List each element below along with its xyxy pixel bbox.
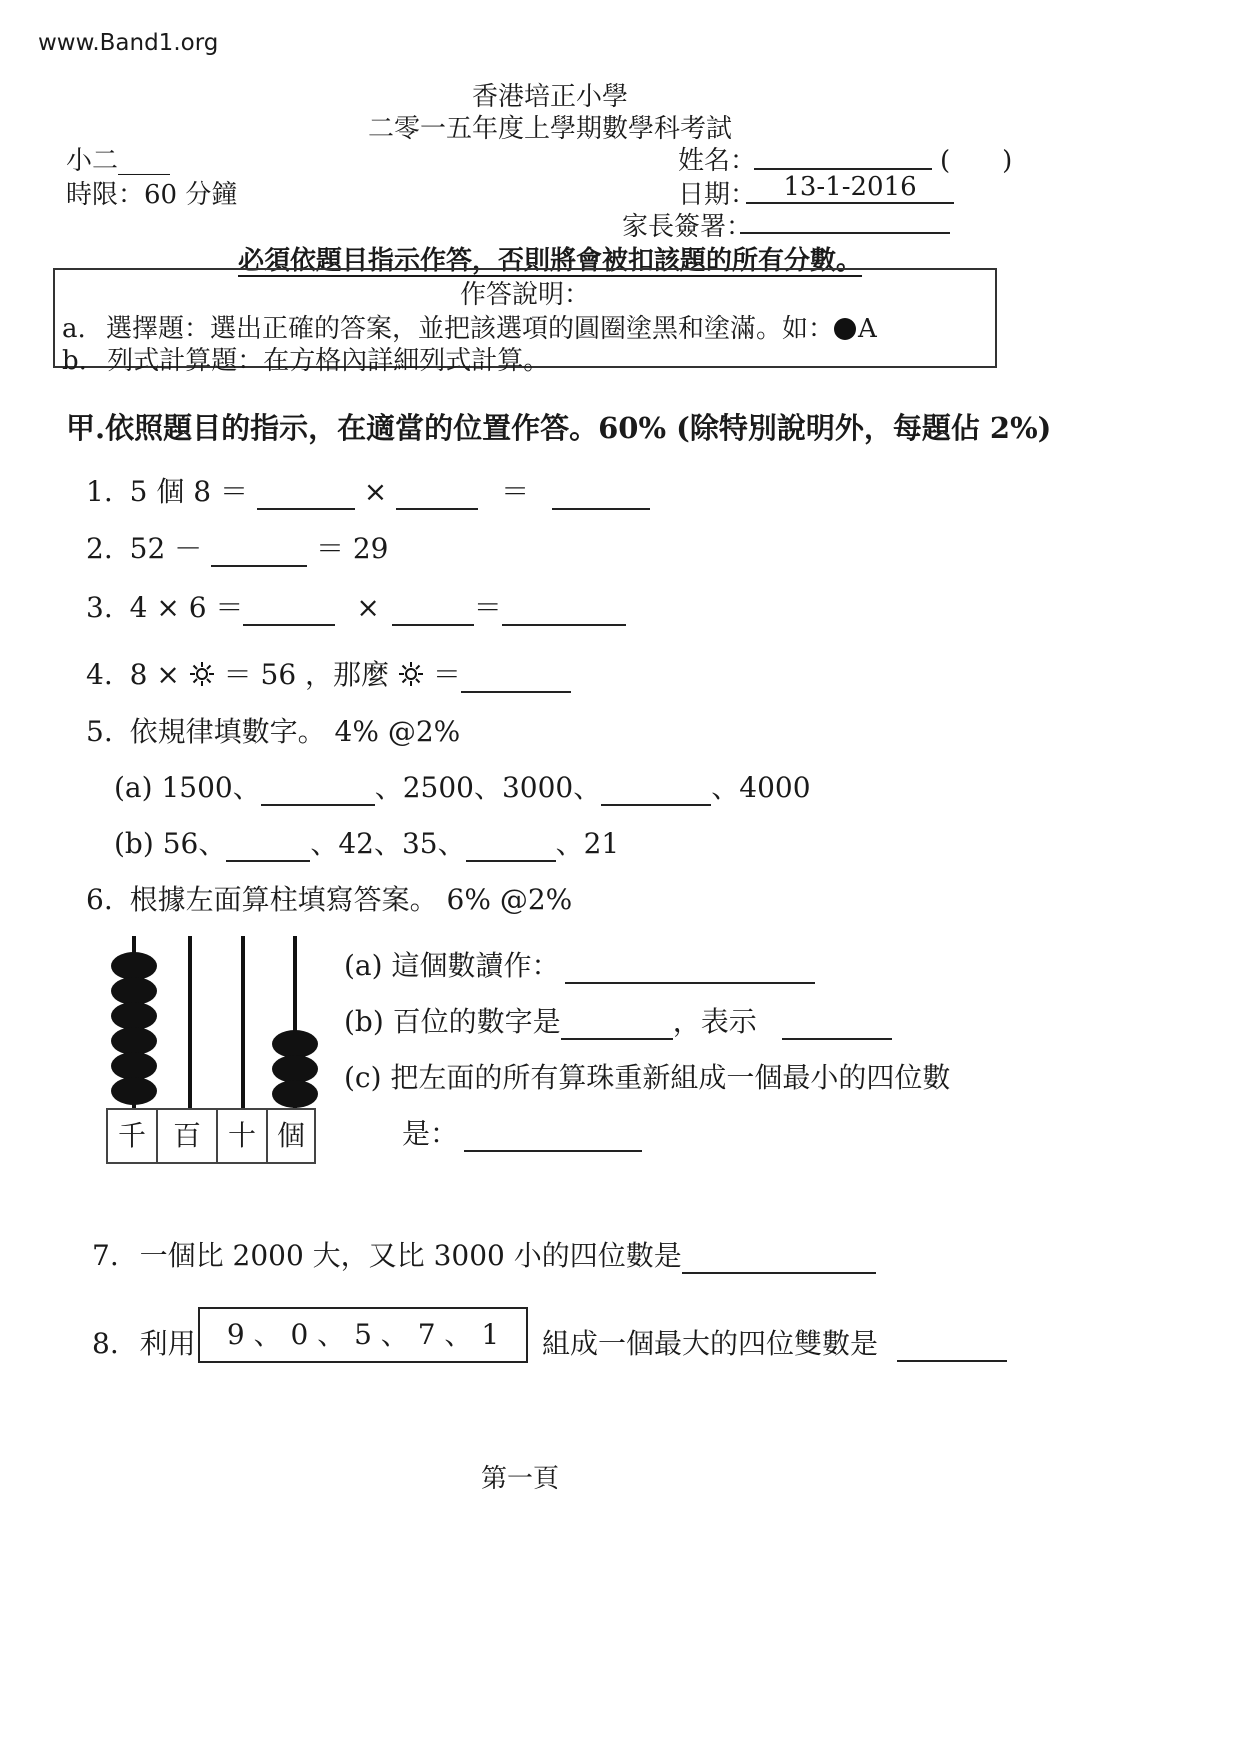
q3-times: × bbox=[356, 591, 380, 624]
sun-icon bbox=[398, 661, 424, 687]
question-6a bbox=[344, 944, 815, 984]
q4-equals: ＝ bbox=[432, 658, 461, 691]
warning-text: 必須依題目指示作答，否則將會被扣該題的所有分數。 bbox=[238, 246, 863, 276]
q5a-start: 1500、 bbox=[161, 771, 261, 804]
question-4 bbox=[86, 653, 571, 693]
q5a-blank-1[interactable] bbox=[261, 776, 375, 806]
q6c-blank[interactable] bbox=[464, 1122, 642, 1152]
q6-text: 根據左面算柱填寫答案。 6% @2% bbox=[129, 883, 573, 916]
q7-number: 7. bbox=[92, 1239, 119, 1272]
q8-text-a: 利用 bbox=[139, 1327, 196, 1360]
school-name: 香港培正小學 bbox=[471, 82, 628, 112]
q6b-text: (b) 百位的數字是 bbox=[344, 1005, 561, 1038]
q2-tail: ＝ 29 bbox=[315, 532, 389, 565]
abacus-label-ones: 個 bbox=[266, 1108, 316, 1164]
question-6c-answer bbox=[402, 1112, 642, 1152]
q6a-blank[interactable] bbox=[565, 954, 815, 984]
abacus-bead bbox=[111, 1052, 157, 1080]
abacus bbox=[100, 936, 330, 1176]
q8-number: 8. bbox=[92, 1327, 119, 1360]
class-label: 小二____ bbox=[66, 146, 171, 176]
section-heading: 甲.依照題目的指示，在適當的位置作答。60% (除特別說明外，每題佔 2%) bbox=[66, 411, 1052, 445]
abacus-bead bbox=[111, 1027, 157, 1055]
q6b-blank-2[interactable] bbox=[782, 1010, 892, 1040]
q1-times: × bbox=[363, 475, 388, 508]
q5b-mid: 、42、35、 bbox=[310, 827, 466, 860]
sun-icon bbox=[189, 661, 215, 687]
q1-number: 1. bbox=[86, 475, 113, 508]
signature-label: 家長簽署： bbox=[622, 212, 753, 242]
question-6b bbox=[344, 1000, 892, 1040]
q1-text: 5 個 8 ＝ bbox=[129, 475, 248, 508]
q8-blank[interactable] bbox=[897, 1332, 1007, 1362]
q7-text: 一個比 2000 大，又比 3000 小的四位數是 bbox=[139, 1239, 682, 1272]
q5a-mid: 、2500、3000、 bbox=[374, 771, 602, 804]
exam-title: 二零一五年度上學期數學科考試 bbox=[367, 114, 732, 144]
q2-text: 52 － bbox=[129, 532, 203, 565]
q3-blank-2[interactable] bbox=[392, 596, 474, 626]
instruction-a-text: 選擇題：選出正確的答案，並把該選項的圓圈塗黑和塗滿。如： bbox=[106, 314, 835, 344]
question-6c: (c) 把左面的所有算珠重新組成一個最小的四位數 bbox=[344, 1061, 951, 1094]
q3-blank-3[interactable] bbox=[502, 596, 626, 626]
abacus-bead bbox=[111, 952, 157, 980]
q3-blank-1[interactable] bbox=[243, 596, 335, 626]
name-field[interactable] bbox=[754, 148, 932, 170]
question-5b bbox=[114, 822, 619, 862]
instruction-b-marker: b. bbox=[62, 346, 87, 376]
abacus-label-hundreds: 百 bbox=[156, 1108, 218, 1164]
q7-blank[interactable] bbox=[682, 1244, 876, 1274]
q5b-blank-2[interactable] bbox=[466, 832, 556, 862]
abacus-bead bbox=[272, 1080, 318, 1108]
q5a-label: (a) bbox=[114, 771, 153, 804]
q2-number: 2. bbox=[86, 532, 113, 565]
abacus-bead bbox=[272, 1055, 318, 1083]
time-limit: 時限：60 分鐘 bbox=[66, 180, 238, 210]
question-5 bbox=[86, 710, 460, 750]
abacus-bead bbox=[111, 977, 157, 1005]
instruction-a-marker: a. bbox=[62, 314, 86, 344]
q4-blank[interactable] bbox=[461, 663, 571, 693]
question-7 bbox=[92, 1234, 876, 1274]
q5b-end: 、21 bbox=[555, 827, 620, 860]
question-2 bbox=[86, 527, 389, 567]
q5b-start: 56、 bbox=[162, 827, 227, 860]
instruction-b bbox=[62, 340, 549, 377]
abacus-rod-hundreds bbox=[188, 936, 192, 1108]
signature-field[interactable] bbox=[740, 212, 950, 234]
question-8 bbox=[92, 1322, 196, 1362]
q1-blank-3[interactable] bbox=[552, 480, 650, 510]
q5a-end: 、4000 bbox=[711, 771, 811, 804]
abacus-bead bbox=[111, 1002, 157, 1030]
q8-text-b: 組成一個最大的四位雙數是 bbox=[542, 1327, 879, 1360]
q3-number: 3. bbox=[86, 591, 113, 624]
filled-circle-icon bbox=[834, 318, 856, 340]
question-6 bbox=[86, 878, 572, 918]
abacus-label-thousands: 千 bbox=[106, 1108, 158, 1164]
abacus-bead bbox=[272, 1030, 318, 1058]
name-class-number: ( ) bbox=[940, 146, 1013, 176]
abacus-bead bbox=[111, 1077, 157, 1105]
name-label: 姓名： bbox=[678, 146, 757, 176]
q5b-label: (b) bbox=[114, 827, 154, 860]
date-value: 13-1-2016 bbox=[746, 172, 954, 204]
question-5a bbox=[114, 766, 811, 806]
q6b-blank-1[interactable] bbox=[561, 1010, 673, 1040]
q3-text: 4 × 6 ＝ bbox=[129, 591, 244, 624]
abacus-label-tens: 十 bbox=[216, 1108, 268, 1164]
q6b-tail: ，表示 bbox=[672, 1005, 757, 1038]
q3-equals: ＝ bbox=[473, 591, 502, 624]
q6c-text: 是： bbox=[402, 1117, 459, 1150]
website-url: www.Band1.org bbox=[38, 30, 219, 56]
q2-blank[interactable] bbox=[211, 537, 307, 567]
q6a-text: (a) 這個數讀作： bbox=[344, 949, 560, 982]
q4-number: 4. bbox=[86, 658, 113, 691]
q1-blank-2[interactable] bbox=[396, 480, 478, 510]
question-3 bbox=[86, 586, 626, 626]
q4-text-a: 8 × bbox=[129, 658, 180, 691]
q5a-blank-2[interactable] bbox=[601, 776, 711, 806]
instructions-title: 作答說明： bbox=[459, 280, 590, 310]
page-number: 第一頁 bbox=[480, 1464, 559, 1494]
abacus-rod-tens bbox=[241, 936, 245, 1108]
instruction-a-example: A bbox=[858, 314, 877, 344]
question-8-tail bbox=[542, 1322, 1007, 1362]
instruction-b-text: 列式計算題：在方格內詳細列式計算。 bbox=[107, 346, 550, 376]
question-1 bbox=[86, 470, 650, 510]
date-label: 日期： bbox=[678, 180, 757, 210]
q8-digit-box: 9 、 0 、 5 、 7 、 1 bbox=[198, 1307, 528, 1363]
q6-number: 6. bbox=[86, 883, 113, 916]
q4-text-b: ＝ 56 ，那麼 bbox=[223, 658, 390, 691]
q1-equals: ＝ bbox=[501, 475, 530, 508]
q1-blank-1[interactable] bbox=[257, 480, 355, 510]
q5b-blank-1[interactable] bbox=[226, 832, 310, 862]
q5-text: 依規律填數字。 4% @2% bbox=[129, 715, 461, 748]
q5-number: 5. bbox=[86, 715, 113, 748]
